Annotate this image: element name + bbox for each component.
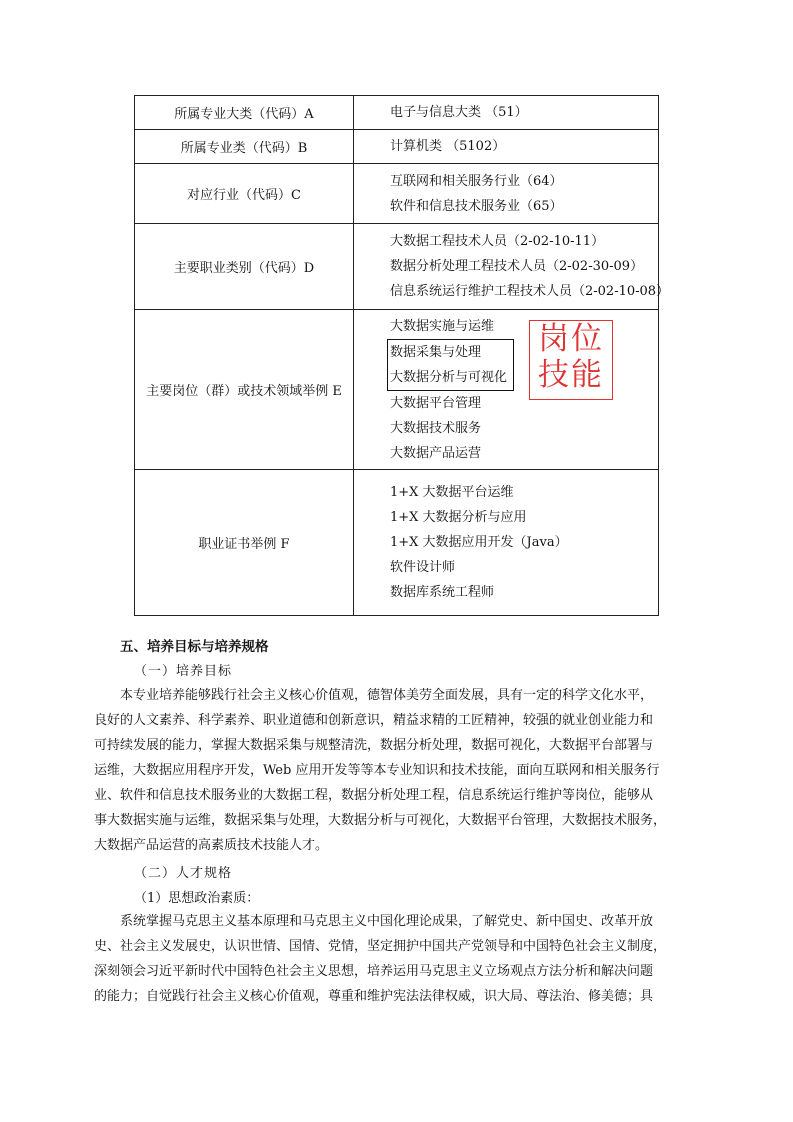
value-line: 大数据技术服务 — [390, 420, 482, 436]
value-line: 大数据实施与运维 — [390, 318, 495, 334]
row-label: 主要职业类别（代码）D — [135, 224, 354, 310]
paragraph-line: 大数据产品运营的高素质技术技能人才。 — [94, 838, 329, 853]
value-line: 电子与信息大类 （51） — [390, 105, 528, 120]
paragraph-line: 良好的人文素养、科学素养、职业道德和创新意识，精益求精的工匠精神，较强的就业创业能力和 — [94, 713, 654, 728]
paragraph-line: 的能力；自觉践行社会主义核心价值观，尊重和维护宪法法律权威，识大局、尊法治、修美德；具 — [94, 989, 654, 1004]
value-line: 软件和信息技术服务业（65） — [390, 198, 563, 214]
paragraph-line: 系统掌握马克思主义基本原理和马克思主义中国化理论成果，了解党史、新中国史、改革开放 — [120, 914, 654, 929]
subsection-heading: （一）培养目标 — [134, 664, 233, 679]
section-heading: 五、培养目标与培养规格 — [120, 639, 269, 655]
stamp-line: 技能 — [538, 357, 604, 393]
value-line: 1+X 大数据平台运维 — [390, 485, 514, 500]
value-line: 计算机类 （5102） — [390, 139, 506, 154]
row-value — [354, 164, 659, 224]
row-value — [354, 470, 659, 616]
row-label: 对应行业（代码）C — [135, 164, 354, 224]
stamp-line: 岗位 — [538, 321, 604, 357]
paragraph-ideology — [94, 909, 700, 1009]
value-line: 大数据工程技术人员（2-02-10-11） — [390, 234, 605, 249]
value-line: 软件设计师 — [390, 560, 456, 575]
paragraph-training-goal — [94, 683, 700, 858]
paragraph-line: 史、社会主义发展史，认识世情、国情、党情，坚定拥护中国共产党领导和中国特色社会主义制度， — [94, 939, 667, 954]
subsection-item: （1）思想政治素质： — [134, 891, 260, 906]
paragraph-line: 业、软件和信息技术服务业的大数据工程，数据分析处理工程，信息系统运行维护等岗位，能够从 — [94, 788, 654, 803]
paragraph-line: 运维，大数据应用程序开发，Web 应用开发等等本专业知识和技术技能，面向互联网和相关服务行 — [94, 763, 660, 778]
row-label: 职业证书举例 F — [135, 470, 354, 616]
value-line: 1+X 大数据应用开发（Java） — [390, 535, 568, 550]
table-row — [135, 164, 659, 224]
value-line: 数据分析处理工程技术人员（2-02-30-09） — [390, 259, 644, 274]
paragraph-line: 事大数据实施与运维，数据采集与处理，大数据分析与可视化，大数据平台管理，大数据技术服务， — [94, 813, 667, 828]
value-line: 互联网和相关服务行业（64） — [390, 173, 563, 189]
value-line: 数据库系统工程师 — [390, 585, 495, 600]
table-row — [135, 96, 659, 130]
row-value — [354, 224, 670, 310]
subsection-heading: （二）人才规格 — [134, 866, 233, 881]
value-line: 1+X 大数据分析与应用 — [390, 510, 527, 525]
row-label: 所属专业大类（代码）A — [135, 96, 354, 130]
table-row — [135, 224, 659, 310]
value-line: 大数据产品运营 — [390, 445, 482, 461]
skill-stamp — [529, 320, 613, 400]
value-line: 大数据平台管理 — [390, 395, 482, 411]
value-line: 信息系统运行维护工程技术人员（2-02-10-08） — [390, 284, 670, 299]
row-label: 主要岗位（群）或技术领域举例 E — [135, 310, 354, 470]
paragraph-line: 深刻领会习近平新时代中国特色社会主义思想，培养运用马克思主义立场观点方法分析和解决问题 — [94, 964, 654, 979]
paragraph-line: 本专业培养能够践行社会主义核心价值观，德智体美劳全面发展，具有一定的科学文化水平， — [120, 688, 654, 703]
paragraph-line: 可持续发展的能力，掌握大数据采集与规整清洗，数据分析处理，数据可视化，大数据平台部署与 — [94, 738, 654, 753]
value-line: 大数据分析与可视化 — [390, 369, 508, 385]
row-value — [354, 96, 659, 130]
row-label: 所属专业类（代码）B — [135, 130, 354, 164]
highlight-box — [387, 339, 514, 391]
table-row — [135, 470, 659, 616]
row-value — [354, 130, 659, 164]
value-line: 数据采集与处理 — [390, 344, 482, 360]
table-row — [135, 130, 659, 164]
